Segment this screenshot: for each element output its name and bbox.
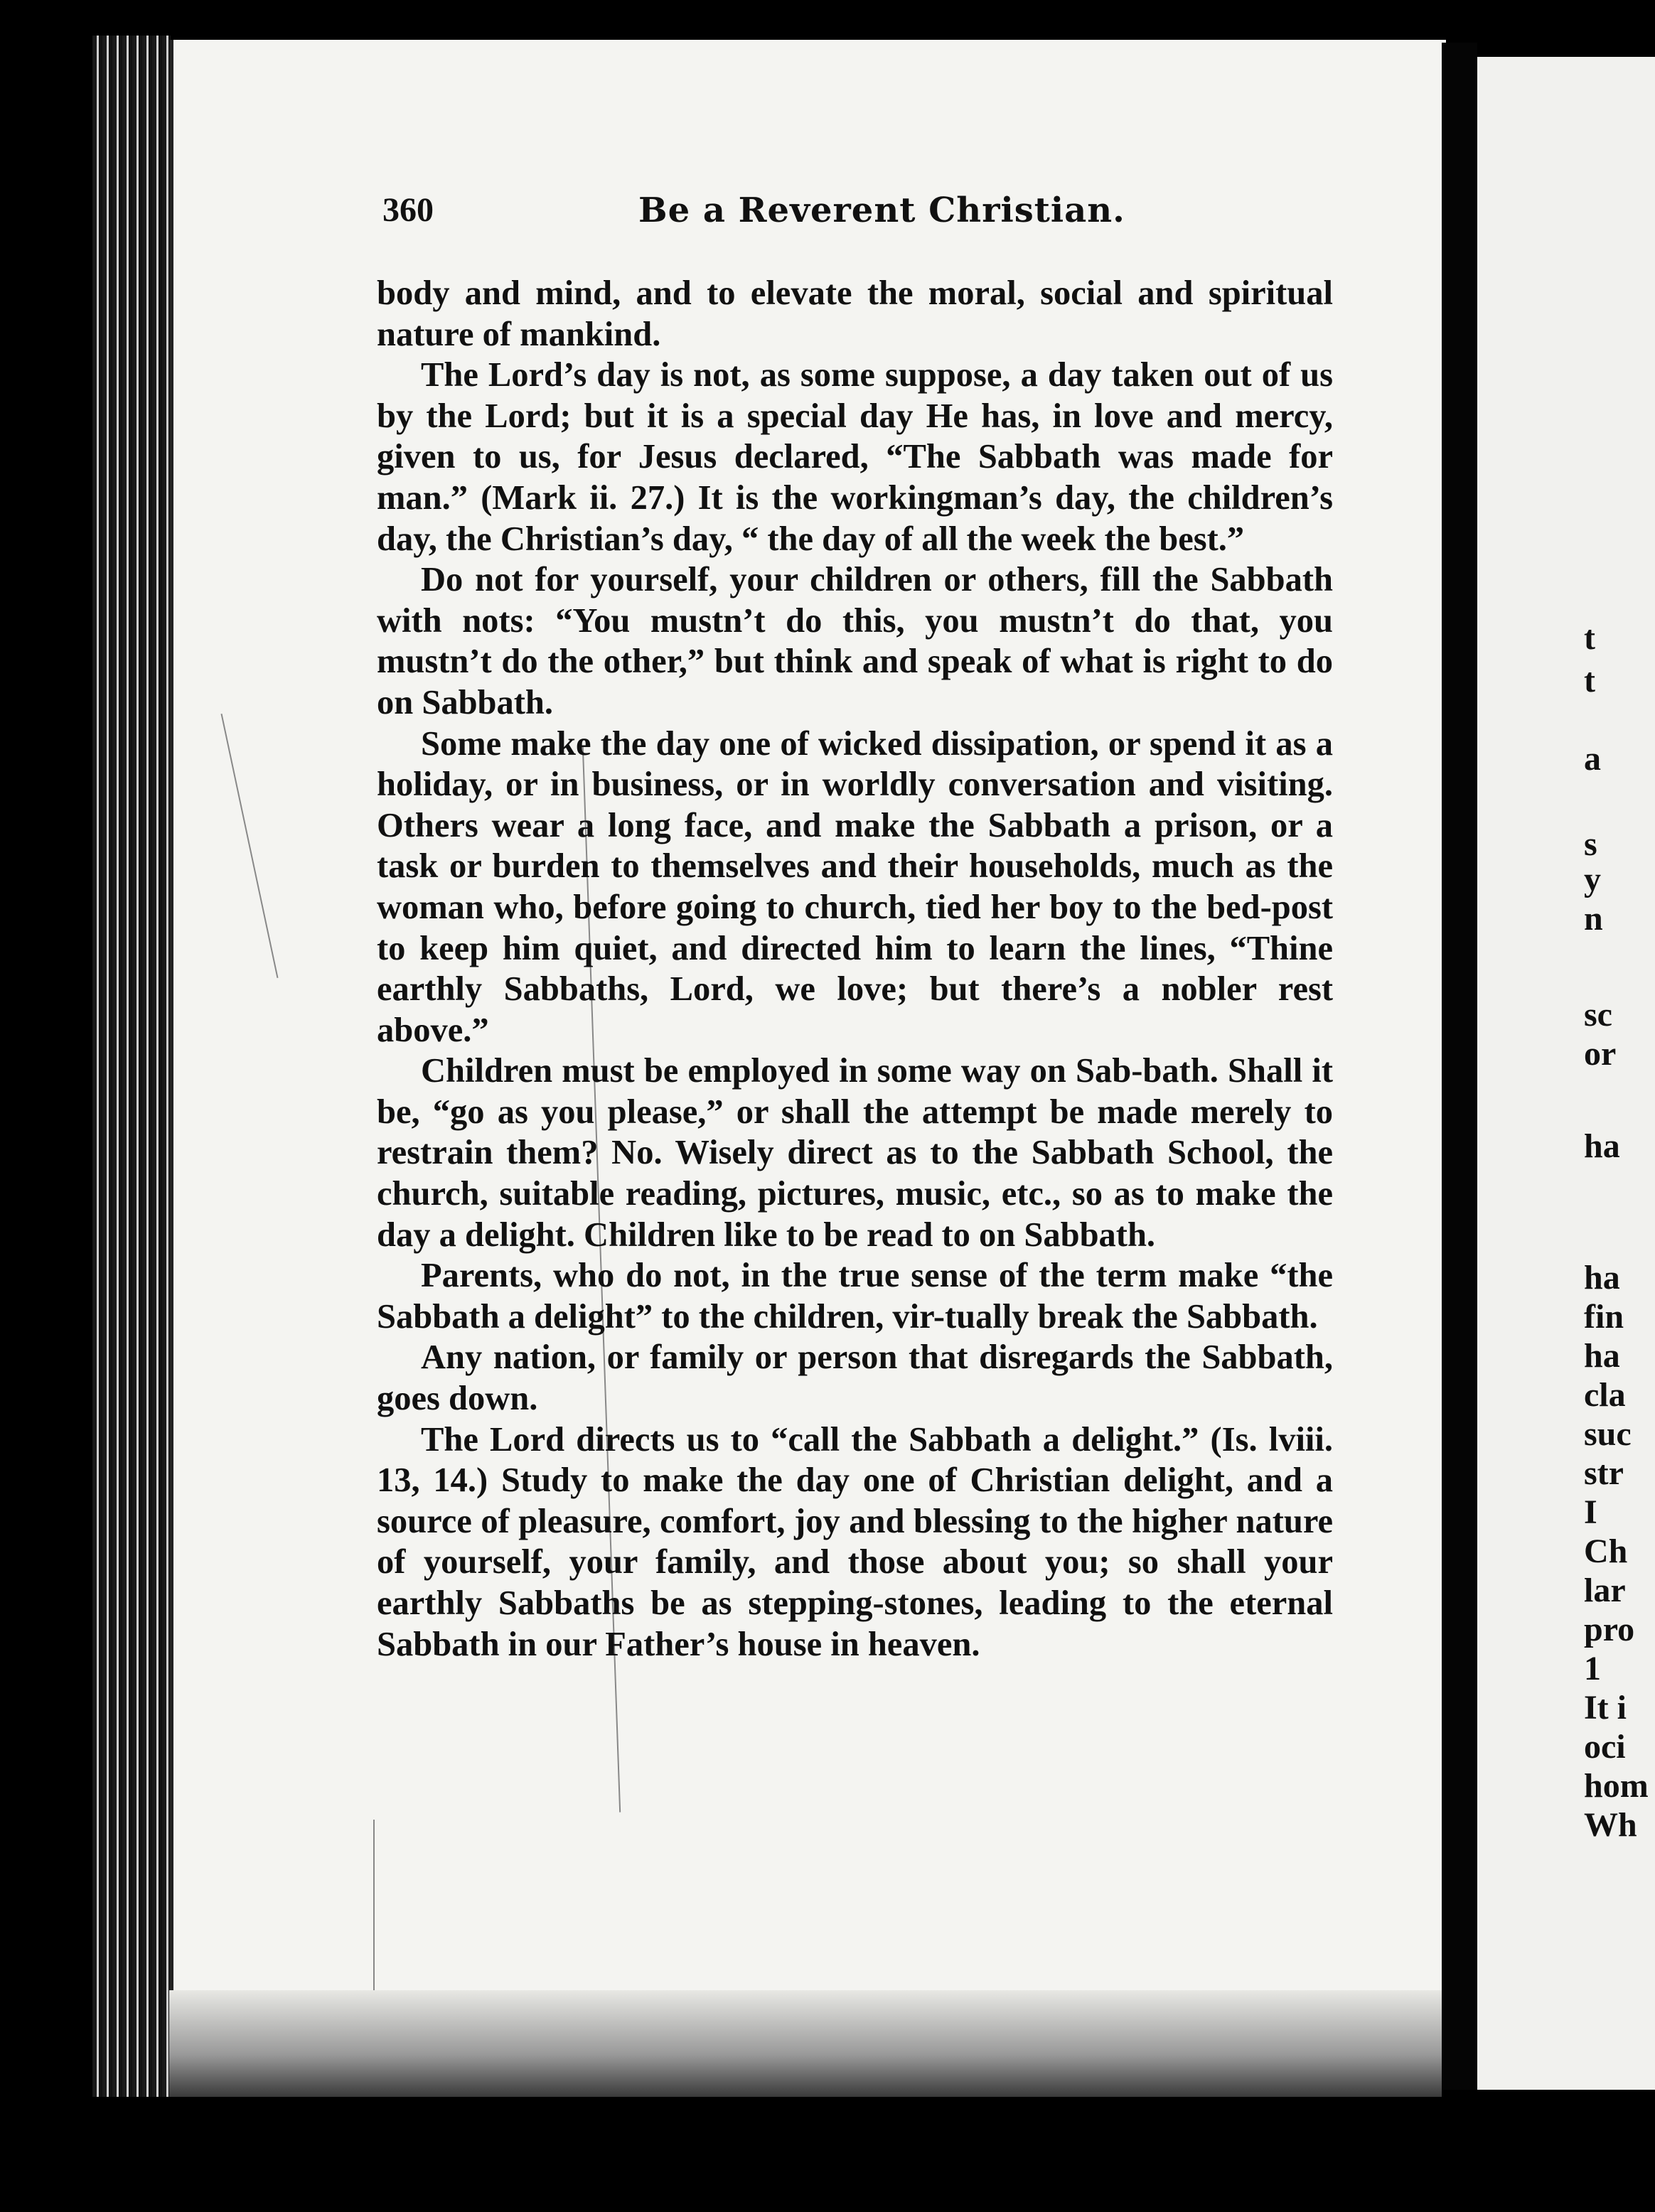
facing-page-text: t	[1584, 662, 1595, 699]
paragraph: The Lord’s day is not, as some suppose, a day taken out of us by the Lord; but it is a special day He has, in love and mercy, given to us, for Jesus declared, “The Sabbath was made for man.” (Mark ii. 27.) It is the workingman’s day, the children’s day, the Christian’s day, “ the day of all the week the best.”	[377, 356, 1333, 558]
facing-page-fragment	[1477, 57, 1655, 2090]
facing-page-text: n	[1584, 900, 1603, 938]
paragraph: Some make the day one of wicked dissipation, or spend it as a holiday, or in business, or in worldly conversation and visiting. Others wear a long face, and make the Sabbath a prison, or a task or burden to themselves and their households, much as the woman who, before going to church, tied her boy to the bed-post to keep him quiet, and directed him to learn the lines, “Thine earthly Sabbaths, Lord, we love; but there’s a nobler rest above.”	[377, 724, 1333, 1049]
facing-page-text: oci	[1584, 1728, 1626, 1766]
facing-page-text: y	[1584, 861, 1601, 898]
film-scratch	[373, 1820, 375, 1990]
facing-page-text: ha	[1584, 1127, 1620, 1165]
facing-page-text: or	[1584, 1035, 1617, 1073]
facing-page-text: Wh	[1584, 1806, 1637, 1844]
facing-page-text: lar	[1584, 1572, 1626, 1609]
facing-page-text: ha	[1584, 1259, 1620, 1296]
paragraph: Parents, who do not, in the true sense of the term make “the Sabbath a delight” to the children, vir-tually break the Sabbath.	[377, 1257, 1333, 1336]
facing-page-text: fin	[1584, 1298, 1624, 1336]
paragraph: body and mind, and to elevate the moral, social and spiritual nature of mankind.	[377, 274, 1333, 353]
paragraph: The Lord directs us to “call the Sabbath a delight.” (Is. lviii. 13, 14.) Study to make the day one of Christian delight, and a source of pleasure, comfort, joy and blessing to the higher nature of yourself, your family, and those about you; so shall your earthly Sabbaths be as stepping-stones, leading to the eternal Sabbath in our Father’s house in heaven.	[377, 1420, 1333, 1663]
page-header	[382, 190, 1335, 240]
facing-page-text: pro	[1584, 1611, 1635, 1648]
book-page-edges	[92, 36, 171, 2097]
page-body	[377, 273, 1333, 1665]
film-border-bottom	[0, 2097, 1655, 2212]
facing-page-text: hom	[1584, 1767, 1649, 1805]
paragraph: Any nation, or family or person that disregards the Sabbath, goes down.	[377, 1338, 1333, 1418]
book-gutter	[1442, 43, 1477, 2090]
film-border-top	[0, 0, 1655, 43]
paragraph: Do not for yourself, your children or others, fill the Sabbath with nots: “You mustn’t do this, you mustn’t do that, you mustn’t do the other,” but think and speak of what is right to do on Sabbath.	[377, 561, 1333, 721]
facing-page-text: I	[1584, 1493, 1597, 1531]
facing-page-text: cla	[1584, 1376, 1626, 1414]
running-title: Be a Reverent Christian.	[638, 190, 1125, 230]
page-bottom-shadow	[169, 1990, 1442, 2097]
facing-page-text: 1	[1584, 1650, 1601, 1687]
facing-page-text: ha	[1584, 1337, 1620, 1375]
facing-page-text: suc	[1584, 1415, 1632, 1453]
facing-page-text: a	[1584, 740, 1601, 778]
facing-page-text: str	[1584, 1454, 1624, 1492]
facing-page-text: It i	[1584, 1689, 1627, 1727]
facing-page-text: t	[1584, 619, 1595, 657]
facing-page-text: Ch	[1584, 1532, 1628, 1570]
facing-page-text: s	[1584, 825, 1597, 863]
page-number: 360	[382, 191, 434, 229]
paragraph: Children must be employed in some way on Sab-bath. Shall it be, “go as you please,” or shall the attempt be made merely to restrain them? No. Wisely direct as to the Sabbath School, the church, suitable reading, pictures, music, etc., so as to make the day a delight. Children like to be read to on Sabbath.	[377, 1052, 1333, 1254]
facing-page-text: sc	[1584, 996, 1612, 1033]
